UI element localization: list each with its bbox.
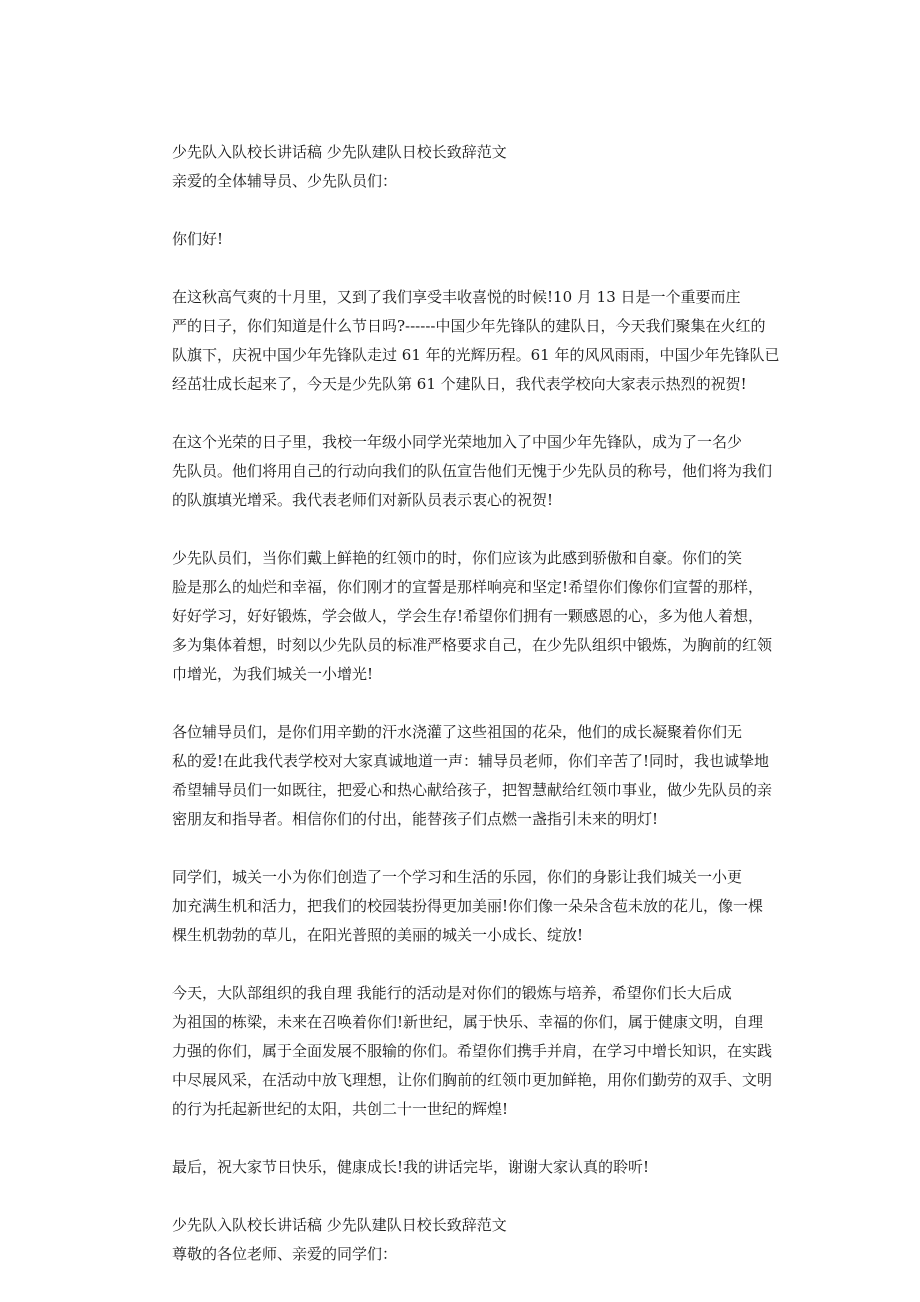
spacer — [172, 834, 754, 863]
paragraph-line: 为祖国的栋梁，未来在召唤着你们!新世纪，属于快乐、幸福的你们，属于健康文明，自理 — [172, 1013, 764, 1031]
spacer — [172, 399, 754, 428]
paragraph-line: 密朋友和指导者。相信你们的付出，能替孩子们点燃一盏指引未来的明灯! — [172, 810, 659, 828]
paragraph-line: 力强的你们，属于全面发展不服输的你们。希望你们携手并肩，在学习中增长知识，在实践 — [172, 1042, 773, 1060]
greeting: 亲爱的全体辅导员、少先队员们： — [172, 172, 398, 190]
body-paragraphs — [172, 283, 780, 1211]
paragraph-line: 脸是那么的灿烂和幸福，你们刚才的宣誓是那样响亮和坚定!希望你们像你们宣誓的那样， — [172, 578, 764, 596]
paragraph-line: 最后，祝大家节日快乐，健康成长!我的讲话完毕，谢谢大家认真的聆听! — [172, 1158, 650, 1176]
spacer — [172, 689, 754, 718]
paragraph — [172, 1153, 754, 1182]
salutation: 你们好! — [172, 230, 224, 248]
paragraph-line: 各位辅导员们，是你们用辛勤的汗水浇灌了这些祖国的花朵，他们的成长凝聚着你们无 — [172, 723, 743, 741]
paragraph-line: 中尽展风采，在活动中放飞理想，让你们胸前的红领巾更加鲜艳，用你们勤劳的双手、文明 — [172, 1071, 773, 1089]
spacer — [172, 950, 754, 979]
paragraph-line: 队旗下，庆祝中国少年先锋队走过 61 年的光辉历程。61 年的风风雨雨，中国少年先锋队已 — [172, 346, 780, 364]
paragraph-line: 先队员。他们将用自己的行动向我们的队伍宣告他们无愧于少先队员的称号，他们将为我们 — [172, 462, 773, 480]
document-page — [172, 138, 780, 1269]
paragraph — [172, 863, 764, 950]
paragraph-line: 巾增光，为我们城关一小增光! — [172, 665, 374, 683]
paragraph-line: 多为集体着想，时刻以少先队员的标准严格要求自己，在少先队组织中锻炼，为胸前的红领 — [172, 636, 773, 654]
paragraph-line: 棵生机勃勃的草儿，在阳光普照的美丽的城关一小成长、绽放! — [172, 926, 584, 944]
paragraph — [172, 979, 773, 1124]
paragraph-line: 希望辅导员们一如既往，把爱心和热心献给孩子，把智慧献给红领巾事业，做少先队员的亲 — [172, 781, 773, 799]
spacer — [172, 254, 754, 283]
paragraph-line: 好好学习，好好锻炼，学会做人，学会生存!希望你们拥有一颗感恩的心，多为他人着想， — [172, 607, 764, 625]
paragraph-line: 在这秋高气爽的十月里，又到了我们享受丰收喜悦的时候!10 月 13 日是一个重要而庄 — [172, 288, 741, 306]
document-title-2: 少先队入队校长讲话稿 少先队建队日校长致辞范文 — [172, 1216, 507, 1234]
spacer — [172, 1182, 754, 1211]
paragraph-line: 私的爱!在此我代表学校对大家真诚地道一声：辅导员老师，你们辛苦了!同时，我也诚挚地 — [172, 752, 770, 770]
paragraph-line: 在这个光荣的日子里，我校一年级小同学光荣地加入了中国少年先锋队，成为了一名少 — [172, 433, 743, 451]
paragraph-line: 同学们，城关一小为你们创造了一个学习和生活的乐园，你们的身影让我们城关一小更 — [172, 868, 743, 886]
paragraph — [172, 544, 773, 689]
paragraph — [172, 283, 780, 399]
paragraph-line: 少先队员们，当你们戴上鲜艳的红领巾的时，你们应该为此感到骄傲和自豪。你们的笑 — [172, 549, 743, 567]
paragraph-line: 今天，大队部组织的我自理 我能行的活动是对你们的锻炼与培养，希望你们长大后成 — [172, 984, 732, 1002]
paragraph-line: 严的日子，你们知道是什么节日吗?------中国少年先锋队的建队日，今天我们聚集在火红的 — [172, 317, 766, 335]
spacer — [172, 515, 754, 544]
document-title: 少先队入队校长讲话稿 少先队建队日校长致辞范文 — [172, 143, 507, 161]
paragraph — [172, 428, 773, 515]
paragraph-line: 的队旗填光增采。我代表老师们对新队员表示衷心的祝贺! — [172, 491, 554, 509]
greeting-2: 尊敬的各位老师、亲爱的同学们： — [172, 1245, 398, 1263]
spacer — [172, 1124, 754, 1153]
spacer — [172, 196, 754, 225]
paragraph-line: 经茁壮成长起来了，今天是少先队第 61 个建队日，我代表学校向大家表示热烈的祝贺! — [172, 375, 747, 393]
paragraph-line: 的行为托起新世纪的太阳，共创二十一世纪的辉煌! — [172, 1100, 509, 1118]
paragraph — [172, 718, 773, 834]
paragraph-line: 加充满生机和活力，把我们的校园装扮得更加美丽!你们像一朵朵含苞未放的花儿，像一棵 — [172, 897, 764, 915]
